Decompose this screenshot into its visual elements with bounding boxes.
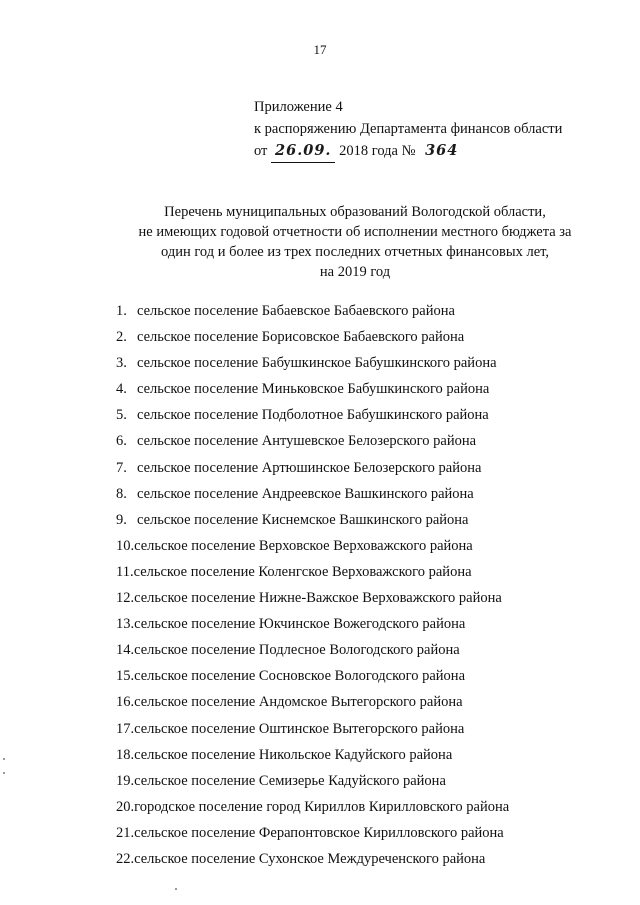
scan-speck — [175, 888, 177, 890]
list-item-text: сельское поселение Андреевское Вашкинского района — [137, 485, 474, 502]
list-item — [116, 432, 509, 458]
list-item-text: сельское поселение Подлесное Вологодского района — [134, 642, 460, 659]
list-item-number: 17. — [116, 720, 135, 737]
list-item-text: сельское поселение Никольское Кадуйского района — [134, 746, 453, 763]
list-item-number: 14. — [116, 642, 135, 659]
list-item — [116, 537, 509, 563]
list-item-number: 2. — [116, 329, 127, 346]
list-item — [116, 380, 509, 406]
list-item-number: 20. — [116, 798, 135, 815]
list-item — [116, 406, 509, 432]
list-item-text: сельское поселение Подболотное Бабушкинского района — [137, 407, 489, 424]
list-item-text: сельское поселение Миньковское Бабушкинского района — [137, 381, 490, 398]
handwritten-date: 26.09. — [271, 140, 335, 163]
title-line: не имеющих годовой отчетности об исполнении местного бюджета за — [138, 224, 572, 240]
list-item-text: сельское поселение Ферапонтовское Кирилловского района — [134, 824, 504, 841]
list-item — [116, 615, 509, 641]
list-item-number: 10. — [116, 537, 135, 554]
list-item-number: 21. — [116, 824, 135, 841]
list-item-text: сельское поселение Антушевское Белозерского района — [137, 433, 477, 450]
list-item — [116, 720, 509, 746]
title-line: на 2019 год — [319, 264, 391, 280]
list-item-text: сельское поселение Юкчинское Вожегодского района — [134, 616, 466, 633]
list-item-number: 1. — [116, 303, 127, 319]
list-item — [116, 589, 509, 615]
appendix-reference: к распоряжению Департамента финансов области — [254, 121, 563, 137]
list-item-text: сельское поселение Киснемское Вашкинского района — [137, 511, 469, 528]
list-item — [116, 511, 509, 537]
list-item — [116, 824, 509, 850]
list-item-text: сельское поселение Сухонское Междуреченского района — [134, 850, 486, 867]
list-item — [116, 641, 509, 667]
list-item-number: 12. — [116, 590, 135, 607]
appendix-date-line — [254, 140, 562, 163]
list-item — [116, 302, 509, 328]
list-item-number: 9. — [116, 511, 127, 528]
list-item-text: сельское поселение Нижне-Важское Верховажского района — [134, 590, 502, 607]
list-item-text: сельское поселение Верховское Верховажского района — [134, 537, 473, 554]
date-prefix: от — [254, 143, 268, 159]
list-item-number: 19. — [116, 772, 135, 789]
municipality-list — [116, 302, 509, 876]
handwritten-number: 364 — [425, 142, 459, 159]
list-item-number: 8. — [116, 485, 127, 502]
list-item-number: 7. — [116, 459, 127, 476]
list-item-number: 18. — [116, 746, 135, 763]
list-item-text: городское поселение город Кириллов Кирилловского района — [134, 798, 510, 815]
list-item-text: сельское поселение Коленгское Верховажского района — [133, 563, 472, 580]
list-item — [116, 459, 509, 485]
list-item-text: сельское поселение Сосновское Вологодского района — [134, 668, 466, 685]
list-item-text: сельское поселение Бабаевское Бабаевского района — [137, 303, 455, 319]
list-item-text: сельское поселение Борисовское Бабаевского района — [137, 329, 465, 346]
list-item-number: 5. — [116, 407, 127, 424]
appendix-title: Приложение 4 — [254, 99, 343, 115]
title-line: Перечень муниципальных образований Вологодской области, — [164, 204, 546, 220]
list-item-number: 22. — [116, 850, 135, 867]
list-item — [116, 485, 509, 511]
list-item — [116, 772, 509, 798]
list-item — [116, 850, 509, 876]
list-item — [116, 667, 509, 693]
list-item — [116, 746, 509, 772]
appendix-header — [254, 96, 562, 163]
list-item — [116, 354, 509, 380]
list-item-number: 11. — [116, 563, 134, 580]
scan-speck — [3, 758, 5, 760]
list-item-number: 6. — [116, 433, 127, 450]
list-item-text: сельское поселение Семизерье Кадуйского района — [134, 772, 446, 789]
list-item-number: 15. — [116, 668, 135, 685]
document-title — [120, 202, 590, 282]
list-item-number: 3. — [116, 355, 127, 372]
date-suffix: 2018 года № — [339, 143, 416, 159]
page-number: 17 — [313, 42, 327, 57]
list-item-text: сельское поселение Бабушкинское Бабушкинского района — [137, 355, 497, 372]
list-item-number: 4. — [116, 381, 127, 398]
list-item — [116, 693, 509, 719]
scan-speck — [3, 772, 5, 774]
list-item-text: сельское поселение Андомское Вытегорского района — [134, 694, 463, 711]
list-item — [116, 328, 509, 354]
list-item-number: 13. — [116, 616, 135, 633]
list-item — [116, 798, 509, 824]
list-item — [116, 563, 509, 589]
title-line: один год и более из трех последних отчетных финансовых лет, — [160, 244, 550, 260]
list-item-number: 16. — [116, 694, 135, 711]
list-item-text: сельское поселение Оштинское Вытегорского района — [134, 720, 465, 737]
list-item-text: сельское поселение Артюшинское Белозерского района — [137, 459, 482, 476]
